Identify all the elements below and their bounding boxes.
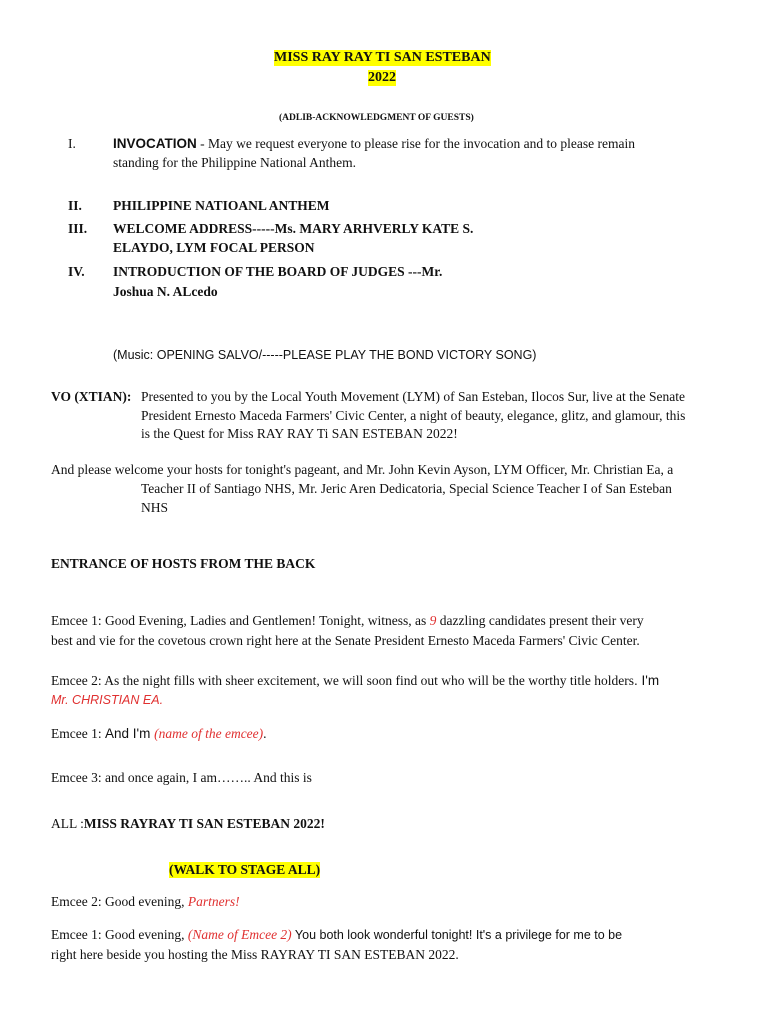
emcee1-intro-text: And I'm bbox=[104, 726, 155, 741]
item-number-2: II. bbox=[68, 198, 82, 213]
music-note: (Music: OPENING SALVO/-----PLEASE PLAY THE BOND VICTORY SONG) bbox=[113, 348, 537, 362]
anthem-title: PHILIPPINE NATIOANL ANTHEM bbox=[113, 198, 330, 213]
walk-to-stage: (WALK TO STAGE ALL) bbox=[169, 862, 321, 877]
vo-line-1: Presented to you by the Local Youth Movement (LYM) of San Esteban, Ilocos Sur, live at the Senate bbox=[141, 389, 686, 404]
all-line bbox=[51, 816, 325, 832]
welcome-line-3: NHS bbox=[141, 500, 169, 515]
invocation-text-line2: standing for the Philippine National Anthem. bbox=[113, 155, 356, 170]
emcee2-line-1 bbox=[51, 673, 659, 689]
partners-text: Partners! bbox=[187, 894, 240, 909]
welcome-line-1: And please welcome your hosts for tonight's pageant, and Mr. John Kevin Ayson, LYM Officer, Mr. Christian Ea, a bbox=[51, 462, 674, 477]
vo-speaker: VO (XTIAN): bbox=[51, 389, 132, 404]
judges-intro-title-line2: Joshua N. ALcedo bbox=[113, 284, 218, 299]
emcee1-closing-text-end: You both look wonderful tonight! It's a privilege for me to be bbox=[291, 928, 623, 942]
item-number-1: I. bbox=[68, 136, 76, 151]
emcee1-line-2: best and vie for the covetous crown right here at the Senate President Ernesto Maceda Farmers' Civic Center. bbox=[51, 633, 640, 648]
emcee2-text: Emcee 2: As the night fills with sheer excitement, we will soon find out who will be the worthy title holders bbox=[51, 673, 635, 688]
welcome-address-title: WELCOME ADDRESS-----Ms. MARY ARHVERLY KATE S. bbox=[113, 221, 474, 236]
emcee1-closing-line-2: right here beside you hosting the Miss RAYRAY TI SAN ESTEBAN 2022. bbox=[51, 947, 459, 962]
invocation-text: - May we request everyone to please rise for the invocation and to please remain bbox=[196, 136, 635, 151]
invocation-title: INVOCATION bbox=[113, 136, 197, 151]
emcee1-text-end: dazzling candidates present their very bbox=[436, 613, 644, 628]
emcee1-closing-text: Emcee 1: Good evening, bbox=[51, 927, 188, 942]
document-title: MISS RAY RAY TI SAN ESTEBAN bbox=[274, 50, 491, 65]
emcee1-label: Emcee 1: bbox=[51, 726, 105, 741]
invocation-line bbox=[113, 136, 707, 152]
welcome-line-2: Teacher II of Santiago NHS, Mr. Jeric Aren Dedicatoria, Special Science Teacher I of San Esteban bbox=[141, 481, 672, 496]
all-label: ALL : bbox=[51, 816, 84, 831]
emcee2-greeting-line bbox=[51, 894, 240, 910]
document-year: 2022 bbox=[368, 70, 396, 85]
emcee2-text-end: . I'm bbox=[634, 673, 660, 688]
emcee3-line: Emcee 3: and once again, I am…….. And this is bbox=[51, 770, 312, 785]
document-subtitle: (ADLIB-ACKNOWLEDGMENT OF GUESTS) bbox=[279, 113, 474, 123]
candidate-count: 9 bbox=[429, 613, 437, 628]
emcee1-name-placeholder: (name of the emcee) bbox=[154, 726, 264, 741]
judges-intro-title: INTRODUCTION OF THE BOARD OF JUDGES ---Mr. bbox=[113, 264, 443, 279]
emcee1-period: . bbox=[263, 726, 267, 741]
emcee2-greeting: Emcee 2: Good evening, bbox=[51, 894, 188, 909]
emcee1-text: Emcee 1: Good Evening, Ladies and Gentlemen! Tonight, witness, as bbox=[51, 613, 430, 628]
item-number-4: IV. bbox=[68, 264, 85, 279]
vo-line-3: is the Quest for Miss RAY RAY Ti SAN ESTEBAN 2022! bbox=[141, 426, 458, 441]
emcee1-closing-line-1 bbox=[51, 927, 622, 943]
emcee1-line-1 bbox=[51, 613, 644, 629]
vo-line-2: President Ernesto Maceda Farmers' Civic Center, a night of beauty, elegance, glitz, and glamour, this bbox=[141, 408, 686, 423]
emcee1-intro-line bbox=[51, 726, 267, 742]
welcome-address-title-line2: ELAYDO, LYM FOCAL PERSON bbox=[113, 240, 315, 255]
emcee2-name: Mr. CHRISTIAN EA. bbox=[51, 693, 164, 707]
all-text: MISS RAYRAY TI SAN ESTEBAN 2022! bbox=[83, 816, 325, 831]
entrance-heading: ENTRANCE OF HOSTS FROM THE BACK bbox=[51, 556, 316, 571]
emcee2-name-placeholder: (Name of Emcee 2) bbox=[187, 927, 292, 942]
item-number-3: III. bbox=[68, 221, 88, 236]
